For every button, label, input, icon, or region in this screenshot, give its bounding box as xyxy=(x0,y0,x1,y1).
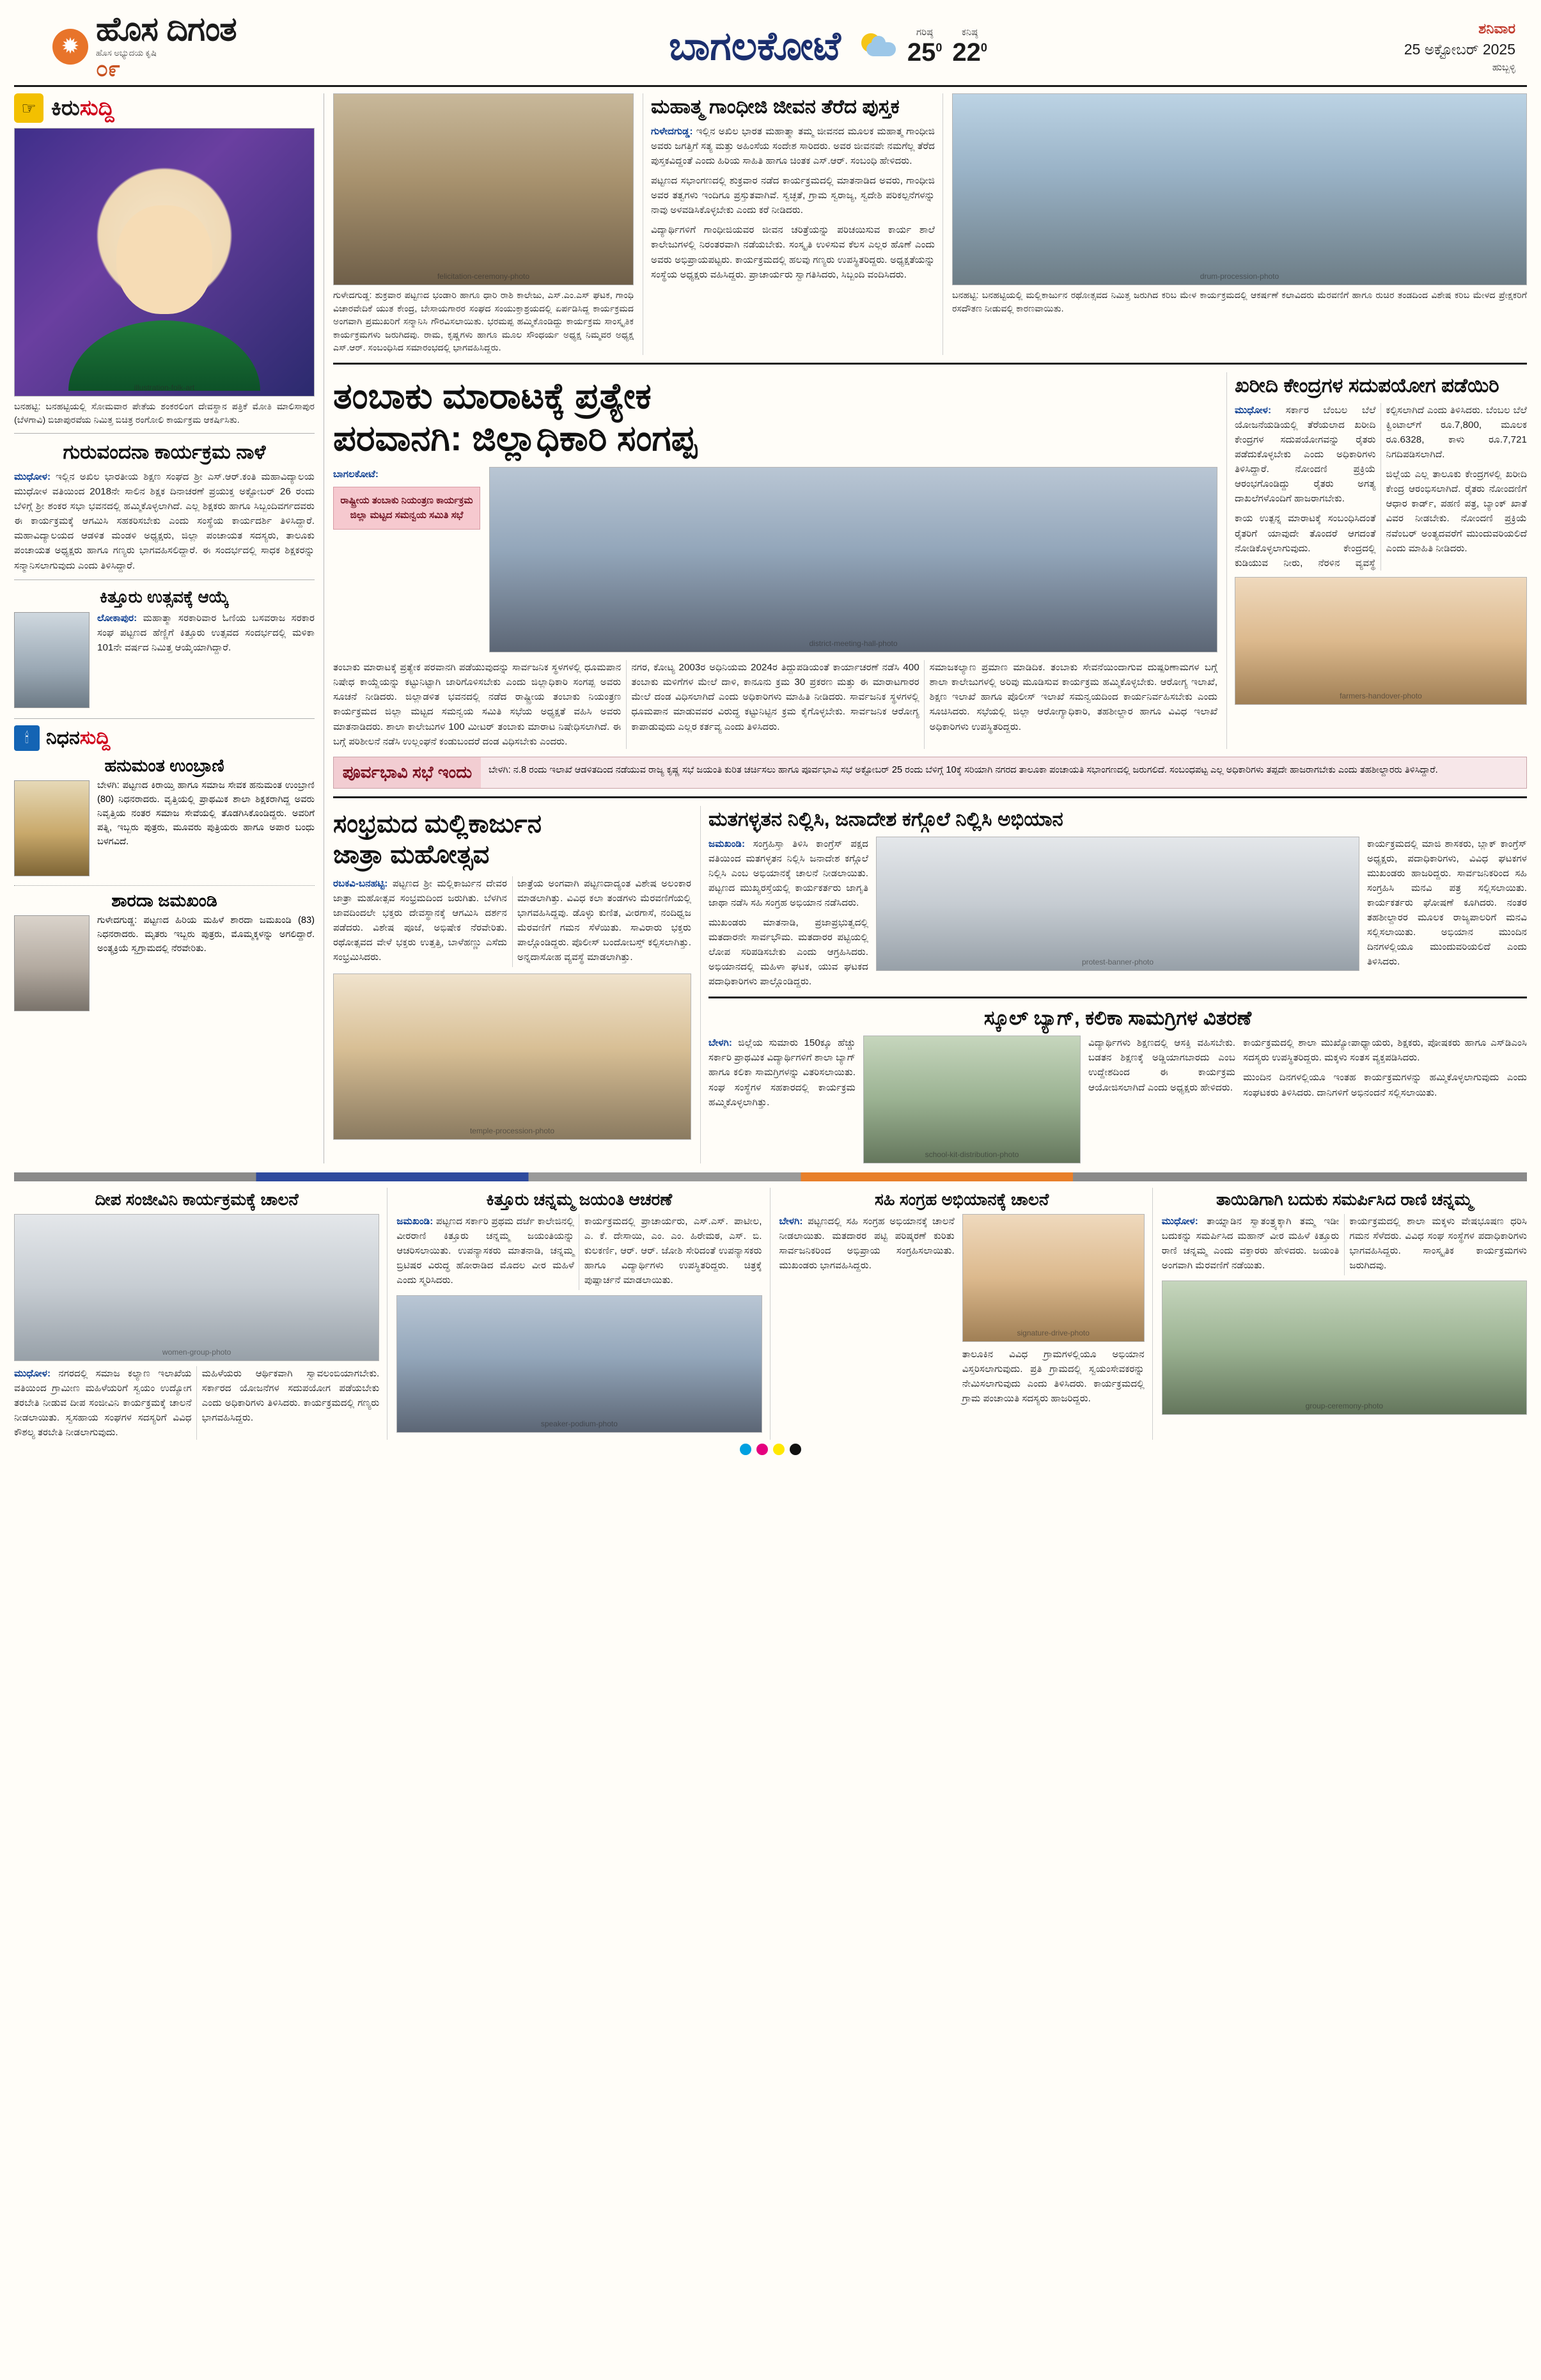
bottom-para-3a: ಪಟ್ಟಣದಲ್ಲಿ ಸಹಿ ಸಂಗ್ರಹ ಅಭಿಯಾನಕ್ಕೆ ಚಾಲನೆ ನೀಡಲಾಯಿತು. ಮತದಾರರ ಪಟ್ಟಿ ಪರಿಷ್ಕರಣೆ ಕುರಿತು ಸಾರ್ವಜನಿಕರಿಂದ ಅಭಿಪ್ರಾಯ ಸಂಗ್ರಹಿಸಲಾಯಿತು. ಮುಖಂಡರು ಭಾಗವಹಿಸಿದ್ದರು. xyxy=(779,1215,955,1272)
weekday: ಶನಿವಾರ xyxy=(1478,20,1515,36)
page-grid xyxy=(14,93,1527,1163)
nidhan-suddi-header xyxy=(14,725,315,751)
felicitation-photo-block xyxy=(333,93,634,355)
gandhi-story xyxy=(643,93,943,355)
edition-name: ಹುಬ್ಬಳ್ಳಿ xyxy=(1492,61,1515,73)
khareedi-para-3: ಜಿಲ್ಲೆಯ ಎಲ್ಲ ತಾಲೂಕು ಕೇಂದ್ರಗಳಲ್ಲಿ ಖರೀದಿ ಕೇಂದ್ರ ಆರಂಭಿಸಲಾಗಿದೆ. ರೈತರು ನೋಂದಣಿಗೆ ಆಧಾರ ಕಾರ್ಡ್, ಪಹಣಿ ಪತ್ರ, ಬ್ಯಾಂಕ್ ಖಾತೆ ವಿವರ ನೀಡಬೇಕು. ನೋಂದಣಿ ಪ್ರಕ್ರಿಯೆ ನವೆಂಬರ್ ಅಂತ್ಯದವರೆಗೆ ಮುಂದುವರಿಯಲಿದೆ ಎಂದು ಮಾಹಿತಿ ನೀಡಿದರು. xyxy=(1386,469,1527,554)
khareedi-headline: ಖರೀದಿ ಕೇಂದ್ರಗಳ ಸದುಪಯೋಗ ಪಡೆಯಿರಿ xyxy=(1235,374,1499,397)
protest-banner-photo: protest-banner-photo xyxy=(876,837,1359,971)
jatra-dateline: ರಬಕವಿ-ಬನಹಟ್ಟಿ: xyxy=(333,878,388,889)
kitturu-body xyxy=(14,611,315,655)
khareedi-para-1: ಸರ್ಕಾರ ಬೆಂಬಲ ಬೆಲೆ ಯೋಜನೆಯಡಿಯಲ್ಲಿ ತೆರೆಯಲಾದ ಖರೀದಿ ಕೇಂದ್ರಗಳ ಸದುಪಯೋಗವನ್ನು ರೈತರು ಪಡೆದುಕೊಳ್ಳಬೇಕು ಎಂದು ಅಧಿಕಾರಿಗಳು ತಿಳಿಸಿದ್ದಾರೆ. ನೋಂದಣಿ ಪ್ರಕ್ರಿಯೆ ಆರಂಭಗೊಂಡಿದ್ದು ರೈತರು ಅಗತ್ಯ ದಾಖಲೆಗಳೊಂದಿಗೆ ಹಾಜರಾಗಬೇಕು. xyxy=(1235,404,1376,505)
masthead-date-block xyxy=(1310,12,1527,81)
jatra-headline xyxy=(333,808,691,870)
bottom-dateline-2: ಜಮಖಂಡಿ: xyxy=(396,1215,434,1227)
abhiyana-para-1: ಸಂಗ್ರಹಿಸ್ತಾ ತಿಳಿಸಿ ಕಾಂಗ್ರೆಸ್ ಪಕ್ಷದ ವತಿಯಿಂದ ಮತಗಳ್ಳತನ ನಿಲ್ಲಿಸಿ ಜನಾದೇಶ ಕಗ್ಗೊಲೆ ನಿಲ್ಲಿಸಿ ಎಂಬ ಅಭಿಯಾನಕ್ಕೆ ಚಾಲನೆ ನೀಡಲಾಯಿತು. ಪಟ್ಟಣದ ಮುಖ್ಯರಸ್ತೆಯಲ್ಲಿ ಕಾರ್ಯಕರ್ತರು ಜಾಗೃತಿ ಜಾಥಾ ನಡೆಸಿ ಸಹಿ ಸಂಗ್ರಹ ಅಭಿಯಾನ ನಡೆಸಿದರು. xyxy=(708,838,868,908)
gandhi-headline: ಮಹಾತ್ಮ ಗಾಂಧೀಜಿ ಜೀವನ ತೆರೆದ ಪುಸ್ತಕ xyxy=(651,95,900,118)
tobacco-headline-line1: ತಂಬಾಕು ಮಾರಾಟಕ್ಕೆ ಪ್ರತ್ಯೇಕ xyxy=(333,375,652,416)
guruvandana-text: ಇಲ್ಲಿನ ಅಖಿಲ ಭಾರತೀಯ ಶಿಕ್ಷಣ ಸಂಘದ ಶ್ರೀ ಎಸ್.ಆರ್.ಕಂತಿ ಮಹಾವಿದ್ಯಾಲಯ ಮುಧೋಳ ವತಿಯಿಂದ 2018ನೇ ಸಾಲಿನ ಶಿಕ್ಷಕ ದಿನಾಚರಣೆ ಪ್ರಯುಕ್ತ ಅಕ್ಟೋಬರ್ 26 ರಂದು ಬೆಳಿಗ್ಗೆ ಶ್ರೀ ಶಂಕರ ಸಭಾ ಭವನದಲ್ಲಿ ಹಮ್ಮಿಕೊಳ್ಳಲಾಗಿದೆ. ಎಲ್ಲ ಶಿಕ್ಷಕರು ಹಾಗೂ ಸಿಬ್ಬಂದಿವರ್ಗದವರು ಈ ಕಾರ್ಯಕ್ರಮಕ್ಕೆ ಆಗಮಿಸಿ ಸಹಕರಿಸಬೇಕು ಎಂದು ಸಂಸ್ಥೆಯ ಕಾರ್ಯದರ್ಶಿ ತಿಳಿಸಿದ್ದಾರೆ. ಮಹಾವಿದ್ಯಾಲಯದ ಆಡಳಿತ ಮಂಡಳಿ ಅಧ್ಯಕ್ಷರು, ಜಿಲ್ಲಾ ಪಂಚಾಯತ ಸದಸ್ಯರು, ತಾಲೂಕು ಪಂಚಾಯತ ಅಧ್ಯಕ್ಷರು ಹಾಗೂ ಗಣ್ಯರು ಭಾಗವಹಿಸಲಿದ್ದಾರೆ. ಈ ಸಂದರ್ಭದಲ್ಲಿ ಸಾಧಕ ಶಿಕ್ಷಕರನ್ನು ಸನ್ಮಾನಿಸಲಾಗುವುದು ಎಂದು ತಿಳಿಸಿದ್ದಾರೆ. xyxy=(14,471,315,571)
obituary-name: ಹನುಮಂತ ಉಂಬ್ರಾಣಿ xyxy=(104,756,224,776)
bottom-para-3b: ತಾಲೂಕಿನ ವಿವಿಧ ಗ್ರಾಮಗಳಲ್ಲಿಯೂ ಅಭಿಯಾನ ವಿಸ್ತರಿಸಲಾಗುವುದು. ಪ್ರತಿ ಗ್ರಾಮದಲ್ಲಿ ಸ್ವಯಂಸೇವಕರನ್ನು ನೇಮಿಸಲಾಗುವುದು ಎಂದು ತಿಳಿಸಿದರು. ಕಾರ್ಯಕ್ರಮದಲ್ಲಿ ಗ್ರಾಮ ಪಂಚಾಯಿತಿ ಸದಸ್ಯರು ಹಾಜರಿದ್ದರು. xyxy=(962,1348,1145,1405)
middle-row xyxy=(333,806,1527,1164)
newspaper-logo-icon: ✹ xyxy=(52,29,88,65)
portrait-photo xyxy=(14,612,90,708)
top-row xyxy=(333,93,1527,355)
schoolbag-para-3: ಕಾರ್ಯಕ್ರಮದಲ್ಲಿ ಶಾಲಾ ಮುಖ್ಯೋಪಾಧ್ಯಾಯರು, ಶಿಕ್ಷಕರು, ಪೋಷಕರು ಹಾಗೂ ಎಸ್‌ಡಿಎಂಸಿ ಸದಸ್ಯರು ಉಪಸ್ಥಿತರಿದ್ದರು. ಮಕ್ಕಳು ಸಂತಸ ವ್ಯಕ್ತಪಡಿಸಿದರು. xyxy=(1243,1037,1527,1064)
advance-meeting-note xyxy=(333,757,1527,789)
kiru-photo-caption: ಬನಹಟ್ಟಿ: ಬನಹಟ್ಟಿಯಲ್ಲಿ ಸೋಮವಾರ ಪೇತೆಯ ಶಂಕರಲಿಂಗ ದೇವಸ್ಥಾನ ಪತ್ರಿಕೆ ಮೋತಿ ಮಾಲಿಸಾಪುರ (ಬೆಳಗಾವಿ) ಬಿಜಾಪುರವೆಯ ನಿಮಿತ್ತ ಬಿಚಿತ್ರ ರಂಗೋಲಿ ಕಾರ್ಯಕ್ರಮ ಆಕರ್ಷಿಸಿತು. xyxy=(14,402,315,425)
bottom-para-2a: ಪಟ್ಟಣದ ಸರ್ಕಾರಿ ಪ್ರಥಮ ದರ್ಜೆ ಕಾಲೇಜಿನಲ್ಲಿ ವೀರರಾಣಿ ಕಿತ್ತೂರು ಚನ್ನಮ್ಮ ಜಯಂತಿಯನ್ನು ಆಚರಿಸಲಾಯಿತು. ಉಪನ್ಯಾಸಕರು ಮಾತನಾಡಿ, ಚನ್ನಮ್ಮ ಬ್ರಿಟಿಷರ ವಿರುದ್ಧ ಹೋರಾಡಿದ ಮೊದಲ ವೀರ ಮಹಿಳೆ ಎಂದು ಸ್ಮರಿಸಿದರು. xyxy=(396,1215,574,1286)
advance-meeting-text: ನ.8 ರಂದು ಇಲಾಖೆ ಆಡಳಿತದಿಂದ ನಡೆಯುವ ರಾಜ್ಯ ಕೃಷ್ಣ ಸಭೆ ಜಯಂತಿ ಕುರಿತ ಚರ್ಚಿಸಲು ಹಾಗೂ ಪೂರ್ವಭಾವಿ ಸಭೆ ಅಕ್ಟೋಬರ್ 25 ರಂದು ಬೆಳಿಗ್ಗೆ 10ಕ್ಕೆ ಸರಿಯಾಗಿ ನಗರದ ತಾಲೂಕಾ ಪಂಚಾಯತಿ ಸಭಾಂಗಣದಲ್ಲಿ ಜರುಗಲಿದೆ. ಸಂಬಂಧಪಟ್ಟ ಎಲ್ಲ ಅಧಿಕಾರಿಗಳು ತಪ್ಪದೇ ಹಾಜರಾಗಬೇಕು ಎಂದು ತಹಶೀಲ್ದಾರರು ತಿಳಿಸಿದ್ದಾರೆ. xyxy=(513,764,1438,775)
obituary-portrait xyxy=(14,915,90,1011)
newspaper-name: ಹೊಸ ದಿಗಂತ xyxy=(96,11,237,48)
schoolbag-para-2: ವಿದ್ಯಾರ್ಥಿಗಳು ಶಿಕ್ಷಣದಲ್ಲಿ ಆಸಕ್ತಿ ವಹಿಸಬೇಕು. ಬಡತನ ಶಿಕ್ಷಣಕ್ಕೆ ಅಡ್ಡಿಯಾಗಬಾರದು ಎಂಬ ಉದ್ದೇಶದಿಂದ ಈ ಕಾರ್ಯಕ್ರಮ ಆಯೋಜಿಸಲಾಗಿದೆ ಎಂದು ಅಧ್ಯಕ್ಷರು ಹೇಳಿದರು. xyxy=(1088,1037,1235,1093)
main-column-area xyxy=(324,93,1527,1163)
obituary-item xyxy=(14,891,315,956)
kiru-title-part1: ಕಿರು xyxy=(51,95,80,120)
obituary-text: ಪಟ್ಟಣದ ಹಿರಿಯ ಮಹಿಳೆ ಶಾರದಾ ಜಮಖಂಡಿ (83) ನಿಧನರಾದರು. ಮೃತರು ಇಬ್ಬರು ಪುತ್ರರು, ಮೊಮ್ಮಕ್ಕಳನ್ನು ಅಗಲಿದ್ದಾರೆ. ಅಂತ್ಯಕ್ರಿಯೆ ಸ್ವಗ್ರಾಮದಲ್ಲಿ ನೆರವೇರಿತು. xyxy=(97,915,315,954)
obituary-dateline: ಗುಳೇದಗುಡ್ಡ: xyxy=(97,915,137,926)
folk-art-illustration xyxy=(14,128,315,397)
bottom-para-1b: ಮಹಿಳೆಯರು ಆರ್ಥಿಕವಾಗಿ ಸ್ವಾವಲಂಬಿಯಾಗಬೇಕು. ಸರ್ಕಾರದ ಯೋಜನೆಗಳ ಸದುಪಯೋಗ ಪಡೆಯಬೇಕು ಎಂದು ಅಧಿಕಾರಿಗಳು ತಿಳಿಸಿದರು. ಕಾರ್ಯಕ್ರಮದಲ್ಲಿ ಗಣ್ಯರು ಭಾಗವಹಿಸಿದ್ದರು. xyxy=(201,1367,380,1424)
newspaper-tagline: ಹೊಸ ಅಭ್ಯುದಯ ಕೃಷಿ xyxy=(96,48,157,58)
illustration-label: illustration-folk-art xyxy=(134,383,195,392)
sun-cloud-icon xyxy=(857,32,897,61)
speaker-podium-photo: speaker-podium-photo xyxy=(396,1295,762,1433)
bottom-dateline-3: ಬೇಳಗಿ: xyxy=(779,1215,803,1227)
abhiyana-para-2: ಮುಖಂಡರು ಮಾತನಾಡಿ, ಪ್ರಜಾಪ್ರಭುತ್ವದಲ್ಲಿ ಮತದಾರನೇ ಸಾರ್ವಭೌಮ. ಮತದಾರರ ಪಟ್ಟಿಯಲ್ಲಿ ಲೋಪ ಸರಿಪಡಿಸಬೇಕು ಎಂದು ಆಗ್ರಹಿಸಿದರು. ಅಭಿಯಾನದಲ್ಲಿ ಮಹಿಳಾ ಘಟಕ, ಯುವ ಘಟಕದ ಪದಾಧಿಕಾರಿಗಳು ಪಾಲ್ಗೊಂಡಿದ್ದರು. xyxy=(708,917,868,988)
tobacco-lead-story xyxy=(333,372,1217,749)
tobacco-col-1: ತಂಬಾಕು ಮಾರಾಟಕ್ಕೆ ಪ್ರತ್ಯೇಕ ಪರವಾನಗಿ ಪಡೆಯುವುದನ್ನು ಸಾರ್ವಜನಿಕ ಸ್ಥಳಗಳಲ್ಲಿ ಧೂಮಪಾನ ನಿಷೇಧ ಕಾಯ್ದೆಯನ್ನು ಕಟ್ಟುನಿಟ್ಟಾಗಿ ಜಾರಿಗೊಳಿಸಬೇಕು ಎಂದು ಜಿಲ್ಲಾಧಿಕಾರಿ ಸಂಗಪ್ಪ ಅವರು ಸೂಚನೆ ನೀಡಿದರು. ಜಿಲ್ಲಾಡಳಿತ ಭವನದಲ್ಲಿ ನಡೆದ ರಾಷ್ಟ್ರೀಯ ತಂಬಾಕು ನಿಯಂತ್ರಣ ಕಾರ್ಯಕ್ರಮದ ಜಿಲ್ಲಾ ಮಟ್ಟದ ಸಮನ್ವಯ ಸಮಿತಿ ಸಭೆಯ ಅಧ್ಯಕ್ಷತೆ ವಹಿಸಿ ಅವರು ಮಾತನಾಡಿದರು. ಶಾಲಾ ಕಾಲೇಜುಗಳ 100 ಮೀಟರ್ ತಂಬಾಕು ಮಾರಾಟ ನಿಷೇಧಿಸಲಾಗಿದೆ. ಈ ಬಗ್ಗೆ ಪರಿಶೀಲನೆ ನಡೆಸಿ ಉಲ್ಲಂಘನೆ ಕಂಡುಬಂದರೆ ದಂಡ ವಿಧಿಸಬೇಕು ಎಂದರು. xyxy=(333,662,622,747)
max-temperature xyxy=(907,28,943,65)
obituary-item xyxy=(14,756,315,849)
abhiyana-headline: ಮತಗಳ್ಳತನ ನಿಲ್ಲಿಸಿ, ಜನಾದೇಶ ಕಗ್ಗೊಲೆ ನಿಲ್ಲಿಸಿ ಅಭಿಯಾನ xyxy=(708,807,1063,830)
jatra-para-1: ಪಟ್ಟಣದ ಶ್ರೀ ಮಲ್ಲಿಕಾರ್ಜುನ ದೇವರ ಜಾತ್ರಾ ಮಹೋತ್ಸವ ಸಂಭ್ರಮದಿಂದ ಜರುಗಿತು. ಬೆಳಗಿನ ಜಾವದಿಂದಲೇ ಭಕ್ತರು ದೇವಸ್ಥಾನಕ್ಕೆ ಆಗಮಿಸಿ ದರ್ಶನ ಪಡೆದರು. ವಿಶೇಷ ಪೂಜೆ, ಅಭಿಷೇಕ ನೆರವೇರಿತು. ರಥೋತ್ಸವದ ವೇಳೆ ಭಕ್ತರು ಉತ್ತತ್ತಿ, ಬಾಳೆಹಣ್ಣು ಎಸೆದು ಸಂಭ್ರಮಿಸಿದರು. xyxy=(333,878,507,963)
obituary-text: ಪಟ್ಟಣದ ಕಿರಾಯ್ತಿ ಹಾಗೂ ಸಮಾಜ ಸೇವಕ ಹನುಮಂತ ಉಂಬ್ರಾಣಿ (80) ನಿಧನರಾದರು. ವೃತ್ತಿಯಲ್ಲಿ ಪ್ರಾಥಮಿಕ ಶಾಲಾ ಶಿಕ್ಷಕರಾಗಿದ್ದ ಅವರು ನಿವೃತ್ತಿಯ ನಂತರ ಸಮಾಜ ಸೇವೆಯಲ್ಲಿ ತೊಡಗಿಸಿಕೊಂಡಿದ್ದರು. ಅವರಿಗೆ ಪತ್ನಿ, ಇಬ್ಬರು ಪುತ್ರರು, ಮೂವರು ಪುತ್ರಿಯರು ಹಾಗೂ ಅಪಾರ ಬಂಧು ಬಳಗವಿದೆ. xyxy=(97,780,315,847)
obituary-dateline: ಬೇಳಗಿ: xyxy=(97,780,120,791)
signature-drive-photo: signature-drive-photo xyxy=(962,1214,1145,1342)
abhiyana-story xyxy=(700,806,1527,1164)
gandhi-para-3: ವಿದ್ಯಾರ್ಥಿಗಳಿಗೆ ಗಾಂಧೀಜಿಯವರ ಜೀವನ ಚರಿತ್ರೆಯನ್ನು ಪರಿಚಯಿಸುವ ಕಾರ್ಯ ಶಾಲೆ ಕಾಲೇಜುಗಳಲ್ಲಿ ನಿರಂತರವಾಗಿ ನಡೆಯಬೇಕು. ಸಂಸ್ಕೃತಿ ಉಳಿಸುವ ಕೆಲಸ ಎಲ್ಲರ ಹೊಣೆ ಎಂದು ಅವರು ಅಭಿಪ್ರಾಯಪಟ್ಟರು. ಕಾರ್ಯಕ್ರಮದಲ್ಲಿ ಹಲವು ಗಣ್ಯರು ಉಪಸ್ಥಿತರಿದ್ದರು. ಅಧ್ಯಕ್ಷತೆಯನ್ನು ಸಂಸ್ಥೆಯ ಅಧ್ಯಕ್ಷರು ವಹಿಸಿದ್ದರು. ಪ್ರಾಚಾರ್ಯರು ಸ್ವಾಗತಿಸಿದರು, ಸಿಬ್ಬಂದಿ ವಂದಿಸಿದರು. xyxy=(651,225,935,280)
tobacco-sidebar xyxy=(333,467,480,530)
jatra-headline-line1: ಸಂಭ್ರಮದ ಮಲ್ಲಿಕಾರ್ಜುನ xyxy=(333,809,542,838)
masthead xyxy=(14,12,1527,87)
guruvandana-body xyxy=(14,469,315,573)
min-temp-value: 22 xyxy=(952,38,981,67)
advance-meeting-label: ಪೂರ್ವಭಾವಿ ಸಭೆ ಇಂದು xyxy=(334,757,481,788)
kitturu-dateline: ಲೋಕಾಪುರ: xyxy=(97,613,137,624)
degree-symbol: 0 xyxy=(980,41,987,54)
district-meeting-photo: district-meeting-hall-photo xyxy=(489,467,1217,652)
weather-widget xyxy=(857,28,987,65)
khareedi-body-columns xyxy=(1235,403,1527,571)
women-group-photo: women-group-photo xyxy=(14,1214,379,1361)
bottom-headline-2: ಕಿತ್ತೂರು ಚನ್ನಮ್ಮ ಜಯಂತಿ ಆಚರಣೆ xyxy=(486,1190,673,1210)
felicitation-photo: felicitation-ceremony-photo xyxy=(333,93,634,285)
khareedi-story xyxy=(1226,372,1527,749)
bottom-headline-3: ಸಹಿ ಸಂಗ್ರಹ ಅಭಿಯಾನಕ್ಕೆ ಚಾಲನೆ xyxy=(874,1190,1049,1210)
bottom-story-2 xyxy=(396,1188,770,1440)
lamp-icon: 🕯 xyxy=(14,725,40,751)
bottom-story-1 xyxy=(14,1188,387,1440)
bottom-dateline-1: ಮುಧೋಳ: xyxy=(14,1367,51,1379)
bottom-para-4a: ತಾಯ್ನಾಡಿನ ಸ್ವಾತಂತ್ರ್ಯಕ್ಕಾಗಿ ತಮ್ಮ ಇಡೀ ಬದುಕನ್ನು ಸಮರ್ಪಿಸಿದ ಮಹಾನ್ ವೀರ ಮಹಿಳೆ ಕಿತ್ತೂರು ರಾಣಿ ಚನ್ನಮ್ಮ ಎಂದು ವಕ್ತಾರರು ಹೇಳಿದರು. ಜಯಂತಿ ಅಂಗವಾಗಿ ಮೆರವಣಿಗೆ ನಡೆಯಿತು. xyxy=(1161,1215,1340,1272)
tobacco-dateline: ಬಾಗಲಕೋಟೆ: xyxy=(333,469,379,480)
bottom-para-4b: ಕಾರ್ಯಕ್ರಮದಲ್ಲಿ ಶಾಲಾ ಮಕ್ಕಳು ವೇಷಭೂಷಣ ಧರಿಸಿ ಗಮನ ಸೆಳೆದರು. ವಿವಿಧ ಸಂಘ ಸಂಸ್ಥೆಗಳ ಪದಾಧಿಕಾರಿಗಳು ಭಾಗವಹಿಸಿದ್ದರು. ಸಾಂಸ್ಕೃತಿಕ ಕಾರ್ಯಕ್ರಮಗಳು ಜರುಗಿದವು. xyxy=(1349,1215,1527,1272)
min-temperature xyxy=(952,28,987,65)
bottom-story-3 xyxy=(779,1188,1153,1440)
gandhi-dateline: ಗುಳೇದಗುಡ್ಡ: xyxy=(651,125,693,137)
kiru-suddi-section xyxy=(14,93,315,427)
gandhi-para-1: ಇಲ್ಲಿನ ಅಖಿಲ ಭಾರತ ಮಹಾತ್ಮಾ ತಮ್ಮ ಜೀವನದ ಮೂಲಕ ಮಹಾತ್ಮ ಗಾಂಧೀಜಿ ಅವರು ಜಗತ್ತಿಗೆ ಸತ್ಯ ಮತ್ತು ಅಹಿಂಸೆಯ ಸಂದೇಶ ಸಾರಿದರು. ಅವರ ಜೀವನವೇ ನಮಗೆಲ್ಲ ತೆರೆದ ಪುಸ್ತಕವಿದ್ದಂತೆ ಎಂದು ಹಿರಿಯ ಸಾಹಿತಿ ಹಾಗೂ ಚಿಂತಕ ಎಸ್.ಆರ್. ಸಂಬಂಧಿ ಹೇಳಿದರು. xyxy=(651,125,935,166)
school-kit-distribution-photo: school-kit-distribution-photo xyxy=(863,1036,1081,1163)
drum-procession-photo: drum-procession-photo xyxy=(952,93,1527,285)
bottom-story-4 xyxy=(1162,1188,1527,1440)
tobacco-body-columns xyxy=(333,660,1217,749)
bottom-para-1a: ನಗರದಲ್ಲಿ ಸಮಾಜ ಕಲ್ಯಾಣ ಇಲಾಖೆಯ ವತಿಯಿಂದ ಗ್ರಾಮೀಣ ಮಹಿಳೆಯರಿಗೆ ಸ್ವಯಂ ಉದ್ಯೋಗ ತರಬೇತಿ ನೀಡುವ ದೀಪ ಸಂಜೀವಿನಿ ಕಾರ್ಯಕ್ರಮಕ್ಕೆ ಚಾಲನೆ ನೀಡಲಾಯಿತು. ಸ್ವಸಹಾಯ ಸಂಘಗಳ ಸದಸ್ಯರಿಗೆ ವಿವಿಧ ಕೌಶಲ್ಯ ತರಬೇತಿ ನೀಡಲಾಗುವುದು. xyxy=(14,1367,192,1438)
bottom-para-2b: ಕಾರ್ಯಕ್ರಮದಲ್ಲಿ ಪ್ರಾಚಾರ್ಯರು, ಎಸ್.ಎಸ್. ಪಾಟೀಲ, ಎ. ಕೆ. ದೇಸಾಯಿ, ಎಂ. ಎಂ. ಹಿರೇಮಠ, ಎಸ್. ಬಿ. ಕುಲಕರ್ಣಿ, ಆರ್. ಆರ್. ಜೋಶಿ ಸೇರಿದಂತೆ ಉಪನ್ಯಾಸಕರು ಹಾಗೂ ವಿದ್ಯಾರ್ಥಿಗಳು ಉಪಸ್ಥಿತರಿದ್ದರು. ಚಿತ್ರಕ್ಕೆ ಪುಷ್ಪಾರ್ಚನೆ ಮಾಡಲಾಯಿತು. xyxy=(584,1215,762,1286)
group-ceremony-photo: group-ceremony-photo xyxy=(1162,1281,1527,1415)
tobacco-pullquote-box: ರಾಷ್ಟ್ರೀಯ ತಂಬಾಕು ನಿಯಂತ್ರಣ ಕಾರ್ಯಕ್ರಮ ಜಿಲ್ಲಾ ಮಟ್ಟದ ಸಮನ್ವಯ ಸಮಿತಿ ಸಭೆ xyxy=(333,487,480,530)
farmers-handover-photo: farmers-handover-photo xyxy=(1235,577,1527,705)
jatra-story xyxy=(333,806,691,1164)
left-column xyxy=(14,93,315,1163)
lead-row xyxy=(333,372,1527,749)
nidhan-title-part1: ನಿಧನ xyxy=(46,727,80,749)
obituary-portrait xyxy=(14,780,90,876)
jatra-headline-line2: ಜಾತ್ರಾ ಮಹೋತ್ಸವ xyxy=(333,840,490,869)
khareedi-para-2: ಕಾಯ ಉತ್ಪನ್ನ ಮಾರಾಟಕ್ಕೆ ಸಂಬಂಧಿಸಿದಂತೆ ರೈತರಿಗೆ ಯಾವುದೇ ತೊಂದರೆ ಆಗದಂತೆ ನೋಡಿಕೊಳ್ಳಲಾಗುವುದು. ಕೇಂದ್ರದಲ್ಲಿ ಕುಡಿಯುವ ನೀರು, ನೆರಳಿನ ವ್ಯವಸ್ಥೆ ಕಲ್ಪಿಸಲಾಗಿದೆ ಎಂದು ತಿಳಿಸಿದರು. ಬೆಂಬಲ ಬೆಲೆ ಕ್ವಿಂಟಾಲ್‌ಗೆ ರೂ.7,800, ಮೂಲಕ ರೂ.6328, ಕಾಳು ರೂ.7,721 ನಿಗದಿಪಡಿಸಲಾಗಿದೆ. xyxy=(1235,404,1527,569)
advance-meeting-dateline: ಬೇಳಗಿ: xyxy=(489,764,511,775)
registration-color-marks xyxy=(14,1440,1527,1456)
band-photo-caption: ಬನಹಟ್ಟಿ: ಬನಹಟ್ಟಿಯಲ್ಲಿ ಮಲ್ಲಿಕಾರ್ಜುನ ರಥೋತ್ಸವದ ನಿಮಿತ್ತ ಜರುಗಿದ ಕರಿಬ ಮೇಳ ಕಾರ್ಯಕ್ರಮದಲ್ಲಿ ಆಕರ್ಷಣೆ ಕಲಾವಿದರು ಮೆರವಣಿಗೆ ಹಾಗೂ ರುಚಿರ ತಂಡದಿಂದ ವಿಶೇಷ ಕರಿಬ ಮೇಳದ ಪ್ರೇಕ್ಷಕರಿಗೆ ರಸದೌತಣ ನೀಡುವಲ್ಲಿ ಕಾರಣವಾಯಿತು. xyxy=(952,290,1527,314)
max-temp-value: 25 xyxy=(907,38,936,67)
gandhi-para-2: ಪಟ್ಟಣದ ಸಭಾಂಗಣದಲ್ಲಿ ಶುಕ್ರವಾರ ನಡೆದ ಕಾರ್ಯಕ್ರಮದಲ್ಲಿ ಮಾತನಾಡಿದ ಅವರು, ಗಾಂಧೀಜಿ ಅವರ ತತ್ವಗಳು ಇಂದಿಗೂ ಪ್ರಸ್ತುತವಾಗಿವೆ. ಸ್ವಚ್ಛತೆ, ಗ್ರಾಮ ಸ್ವರಾಜ್ಯ, ಸ್ವದೇಶಿ ಪರಿಕಲ್ಪನೆಗಳನ್ನು ನಾವು ಅಳವಡಿಸಿಕೊಳ್ಳಬೇಕು ಎಂದು ಕರೆ ನೀಡಿದರು. xyxy=(651,175,935,216)
abhiyana-para-3: ಕಾರ್ಯಕ್ರಮದಲ್ಲಿ ಮಾಜಿ ಶಾಸಕರು, ಬ್ಲಾಕ್ ಕಾಂಗ್ರೆಸ್ ಅಧ್ಯಕ್ಷರು, ಪದಾಧಿಕಾರಿಗಳು, ವಿವಿಧ ಘಟಕಗಳ ಮುಖಂಡರು ಹಾಜರಿದ್ದರು. ಸಾರ್ವಜನಿಕರಿಂದ ಸಹಿ ಸಂಗ್ರಹಿಸಿ ಮನವಿ ಪತ್ರ ಸಲ್ಲಿಸಲಾಯಿತು. ಕಾರ್ಯಕರ್ತರು ಘೋಷಣೆ ಕೂಗಿದರು. ನಂತರ ತಹಶೀಲ್ದಾರರ ಮೂಲಕ ರಾಜ್ಯಪಾಲರಿಗೆ ಮನವಿ ಸಲ್ಲಿಸಲಾಯಿತು. ಅಭಿಯಾನ ಮುಂದಿನ ದಿನಗಳಲ್ಲಿಯೂ ಮುಂದುವರಿಯಲಿದೆ ಎಂದು ತಿಳಿಸಿದರು. xyxy=(1367,838,1527,968)
felicitation-caption: ಗುಳೇದಗುಡ್ಡ: ಶುಕ್ರವಾರ ಪಟ್ಟಣದ ಭಂಡಾರಿ ಹಾಗೂ ಧಾರಿ ರಾಶಿ ಕಾಲೇಜು, ಎಸ್.ಎಂ.ಎಸ್ ಘಟಕ, ಗಾಂಧಿ ವಿಚಾರವೇದಿಕೆ ಯುತ ಕೇಂದ್ರ, ಬೇಸಾಯಗಾರರ ಸಂಘದ ಸಂಯುಕ್ತಾಶ್ರಯದಲ್ಲಿ ಏರ್ಪಡಿಸಿದ್ದ ಕಾರ್ಯಕ್ರಮದ ಅಂಗವಾಗಿ ಪ್ರಮುಖರಿಗೆ ಸನ್ಮಾನಿಸಿ ಗೌರವಿಸಲಾಯಿತು. ಭರಮಪ್ಪ ಹಮ್ಮಿಕೊಂಡಿದ್ದು ಕಾರ್ಯಕ್ರಮ ಸಾಂಸ್ಕೃತಿಕ ಕಾರ್ಯಕ್ರಮಗಳು ಜರುಗಿದವು. ರಾಮ, ಕೃಷ್ಣಗಳು ಹಾಗೂ ಮೂಲ ಸೌಂಧರ್ಯ ಅಧ್ಯಕ್ಷ ನಿಮ್ಮವರ ಅಧ್ಯಕ್ಷ ಎಸ್.ಆರ್. ಸಂಬಂಧಿಸಿದ ಸಮಾರಂಭದಲ್ಲಿ ಭಾಗವಹಿಸಿದ್ದರು. xyxy=(333,290,634,354)
degree-symbol: 0 xyxy=(935,41,943,54)
jatra-body-columns xyxy=(333,876,691,968)
schoolbag-para-1: ಜಿಲ್ಲೆಯ ಸುಮಾರು 150ಕ್ಕೂ ಹೆಚ್ಚು ಸರ್ಕಾರಿ ಪ್ರಾಥಮಿಕ ವಿದ್ಯಾರ್ಥಿಗಳಿಗೆ ಶಾಲಾ ಬ್ಯಾಗ್ ಹಾಗೂ ಕಲಿಕಾ ಸಾಮಗ್ರಿಗಳನ್ನು ವಿತರಿಸಲಾಯಿತು. ಸಂಘ ಸಂಸ್ಥೆಗಳ ಸಹಕಾರದಲ್ಲಿ ಕಾರ್ಯಕ್ರಮ ಹಮ್ಮಿಕೊಳ್ಳಲಾಗಿತ್ತು. xyxy=(708,1037,856,1108)
jatra-para-2: ಜಾತ್ರೆಯ ಅಂಗವಾಗಿ ಪಟ್ಟಣದಾದ್ಯಂತ ವಿಶೇಷ ಅಲಂಕಾರ ಮಾಡಲಾಗಿತ್ತು. ವಿವಿಧ ಕಲಾ ತಂಡಗಳು ಮೆರವಣಿಗೆಯಲ್ಲಿ ಭಾಗವಹಿಸಿದ್ದವು. ಡೊಳ್ಳು ಕುಣಿತ, ವೀರಗಾಸೆ, ನಂದಿಧ್ವಜ ಮೆರವಣಿಗೆ ಗಮನ ಸೆಳೆಯಿತು. ಸಾವಿರಾರು ಭಕ್ತರು ಪಾಲ್ಗೊಂಡಿದ್ದರು. ಪೊಲೀಸ್ ಬಂದೋಬಸ್ತ್ ಕಲ್ಪಿಸಲಾಗಿತ್ತು. ಅನ್ನದಾಸೋಹ ವ್ಯವಸ್ಥೆ ಮಾಡಲಾಗಿತ್ತು. xyxy=(517,878,691,963)
schoolbag-dateline: ಬೇಳಗಿ: xyxy=(708,1037,732,1049)
section-divider-band xyxy=(14,1172,1527,1181)
schoolbag-row xyxy=(708,1036,1527,1163)
kitturu-headline: ಕಿತ್ತೂರು ಉತ್ಸವಕ್ಕೆ ಆಯ್ಕೆ xyxy=(100,587,229,606)
tobacco-col-2: ನಗರ, ಕೋಟ್ಯ 2003ರ ಅಧಿನಿಯಮ 2024ರ ತಿದ್ದುಪಡಿಯಂತೆ ಕಾರ್ಯಾಚರಣೆ ನಡೆಸಿ 400 ತಂಬಾಕು ಮಳಿಗೆಗಳ ಮೇಲೆ ದಾಳಿ, ಕಾನೂನು ಕ್ರಮ 30 ಪ್ರಕರಣ ಮತ್ತು ಈ ಮಾರಾಟಗಾರರ ಮೇಲೆ ದಂಡ ವಿಧಿಸಲಾಗಿದೆ ಎಂದು ಅಧಿಕಾರಿಗಳು ಮಾಹಿತಿ ನೀಡಿದರು. ಸಾರ್ವಜನಿಕ ಸ್ಥಳಗಳಲ್ಲಿ ಧೂಮಪಾನ ಮಾಡುವವರ ವಿರುದ್ಧ ಕಟ್ಟುನಿಟ್ಟಿನ ಕ್ರಮ ಕೈಗೊಳ್ಳಬೇಕು. ಸಾರ್ವಜನಿಕ ಆರೋಗ್ಯ ಕಾಪಾಡುವುದು ಎಲ್ಲರ ಕರ್ತವ್ಯ ಎಂದು ತಿಳಿಸಿದರು. xyxy=(631,662,919,732)
masthead-center xyxy=(347,12,1310,81)
temple-procession-photo: temple-procession-photo xyxy=(333,973,691,1140)
edition-city-title: ಬಾಗಲಕೋಟೆ xyxy=(669,24,841,68)
nidhan-title-part2: ಸುದ್ದಿ xyxy=(79,727,111,749)
schoolbag-para-4: ಮುಂದಿನ ದಿನಗಳಲ್ಲಿಯೂ ಇಂತಹ ಕಾರ್ಯಕ್ರಮಗಳನ್ನು ಹಮ್ಮಿಕೊಳ್ಳಲಾಗುವುದು ಎಂದು ಸಂಘಟಕರು ತಿಳಿಸಿದರು. ದಾನಿಗಳಿಗೆ ಅಭಿನಂದನೆ ಸಲ್ಲಿಸಲಾಯಿತು. xyxy=(1243,1072,1527,1098)
obituary-name: ಶಾರದಾ ಜಮಖಂಡಿ xyxy=(111,891,217,911)
kiru-title-part2: ಸುದ್ದಿ xyxy=(79,95,114,120)
tobacco-headline-line2: ಪರವಾನಗಿ: ಜಿಲ್ಲಾಧಿಕಾರಿ ಸಂಗಪ್ಪ xyxy=(333,418,697,459)
kitturu-text: ಮಹಾತ್ಮಾ ಸರಕಾರಿವಾರ ಓಣಿಯ ಬಸವರಾಜ ಸರಕಾರ ಸಂಘ ಪಟ್ಟಣದ ಹೆಣ್ಣಿಗೆ ಕಿತ್ತೂರು ಉತ್ಸವದ ಸಂದರ್ಭದಲ್ಲಿ ಮಳಿಕಾ 101ನೇ ವರ್ಷದ ನಿಮಿತ್ತ ಆಯ್ಕೆಯಾಗಿದ್ದಾರೆ. xyxy=(97,613,315,654)
gandhi-body xyxy=(651,124,935,168)
tobacco-col-3: ಸಮಾಜಕಲ್ಯಾಣ ಪ್ರಮಾಣ ಮಾಡಿದಿಕ. ತಂಬಾಕು ಸೇವನೆಯಿಂದಾಗುವ ದುಷ್ಪರಿಣಾಮಗಳ ಬಗ್ಗೆ ಶಾಲಾ ಕಾಲೇಜುಗಳಲ್ಲಿ ಅರಿವು ಮೂಡಿಸುವ ಕಾರ್ಯಕ್ರಮ ಹಮ್ಮಿಕೊಳ್ಳಬೇಕು. ಆರೋಗ್ಯ ಇಲಾಖೆ, ಶಿಕ್ಷಣ ಇಲಾಖೆ ಹಾಗೂ ಪೊಲೀಸ್ ಇಲಾಖೆ ಸಮನ್ವಯದಿಂದ ಕಾರ್ಯನಿರ್ವಹಿಸಬೇಕು ಎಂದು ಸೂಚಿಸಿದರು. ಸಭೆಯಲ್ಲಿ ಜಿಲ್ಲಾ ಆರೋಗ್ಯಾಧಿಕಾರಿ, ತಹಶೀಲ್ದಾರ ಹಾಗೂ ವಿವಿಧ ಇಲಾಖೆ ಅಧಿಕಾರಿಗಳು ಉಪಸ್ಥಿತರಿದ್ದರು. xyxy=(929,662,1217,732)
hand-pointing-icon: ☞ xyxy=(14,93,43,123)
abhiyana-dateline: ಜಮಖಂಡಿ: xyxy=(708,838,746,849)
guruvandana-dateline: ಮುಧೋಳ: xyxy=(14,471,51,482)
band-photo-block xyxy=(952,93,1527,355)
masthead-logo[interactable] xyxy=(14,12,347,81)
bottom-dateline-4: ಮುಧೋಳ: xyxy=(1161,1215,1198,1227)
khareedi-dateline: ಮುಧೋಳ: xyxy=(1235,404,1272,416)
min-temp-label: ಕನಿಷ್ಠ xyxy=(962,27,978,38)
bottom-row xyxy=(14,1188,1527,1440)
bottom-headline-1: ದೀಪ ಸಂಜೀವಿನಿ ಕಾರ್ಯಕ್ರಮಕ್ಕೆ ಚಾಲನೆ xyxy=(95,1190,299,1210)
tobacco-headline xyxy=(333,375,1217,459)
date: 25 ಅಕ್ಟೋಬರ್ 2025 xyxy=(1404,40,1515,58)
schoolbag-headline: ಸ್ಕೂಲ್ ಬ್ಯಾಗ್, ಕಲಿಕಾ ಸಾಮಗ್ರಿಗಳ ವಿತರಣೆ xyxy=(983,1007,1252,1030)
guruvandana-headline: ಗುರುವಂದನಾ ಕಾರ್ಯಕ್ರಮ ನಾಳೆ xyxy=(63,441,266,464)
max-temp-label: ಗರಿಷ್ಠ xyxy=(916,27,934,38)
bottom-headline-4: ತಾಯಿಡಿಗಾಗಿ ಬದುಕು ಸಮರ್ಪಿಸಿದ ರಾಣಿ ಚನ್ನಮ್ಮ xyxy=(1216,1190,1473,1210)
page-number: ೦೯ xyxy=(96,57,121,81)
